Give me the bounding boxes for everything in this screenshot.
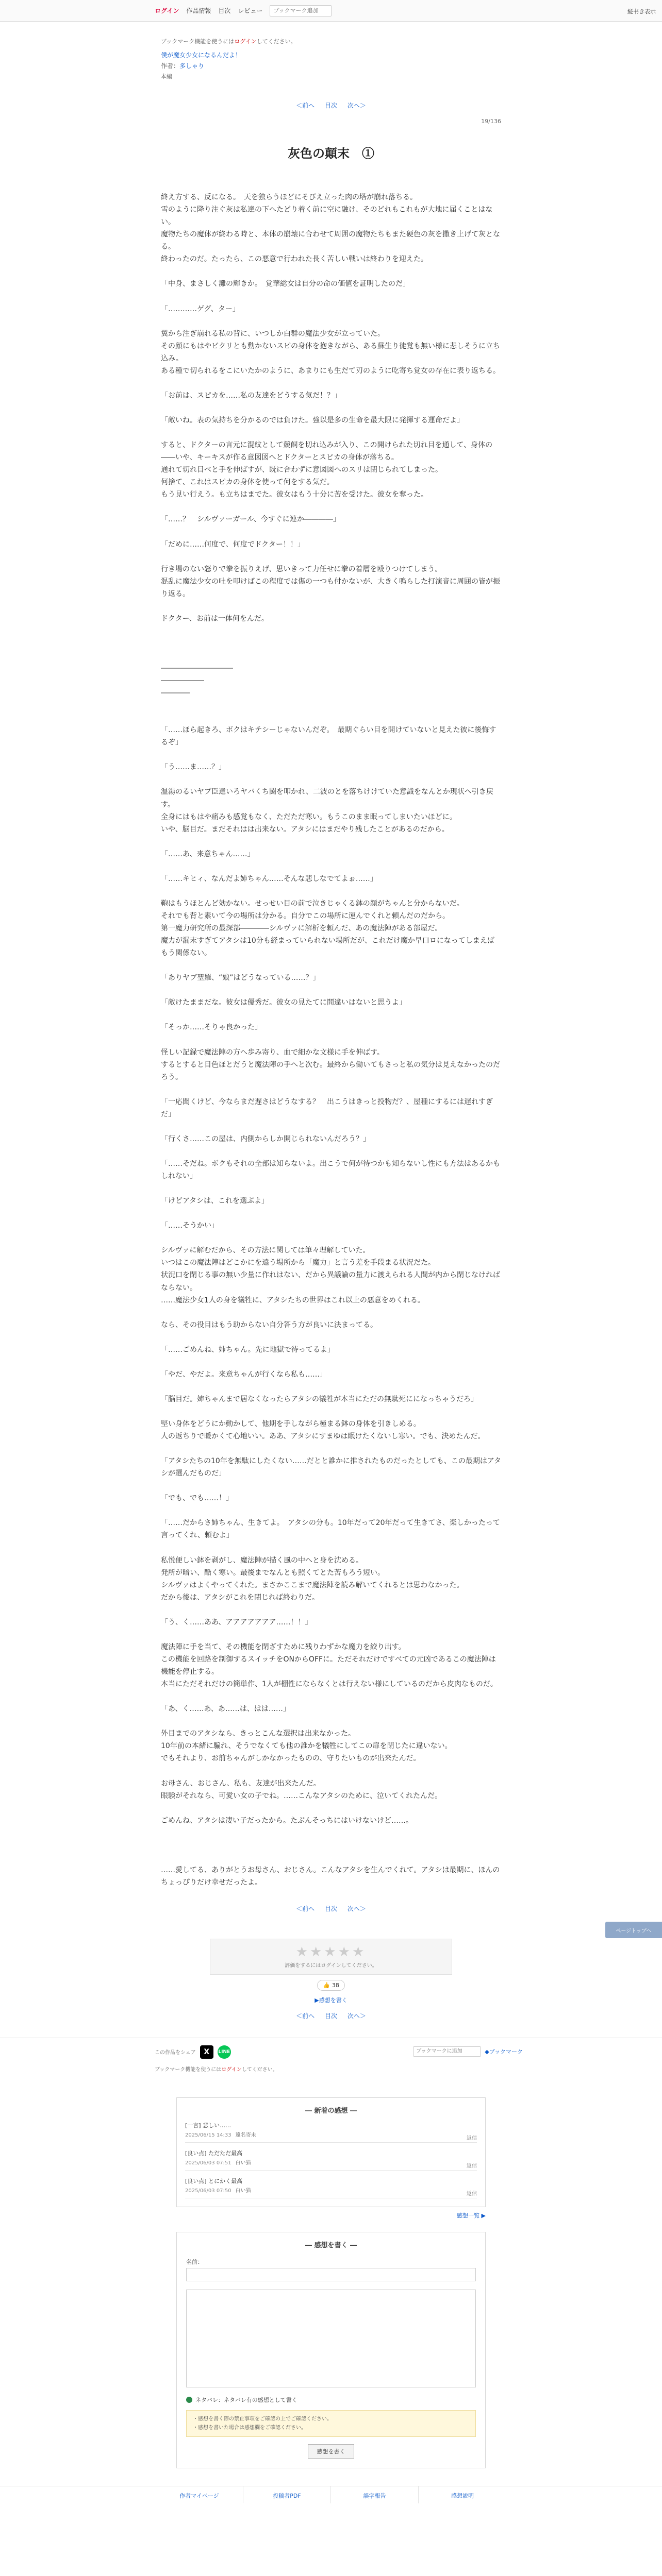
chapter-number: 19/136 [481,118,501,125]
body-paragraph [161,699,501,711]
prev-page-link[interactable]: ＜前へ [296,102,315,109]
rating-note: 評価をするにはログインしてください。 [285,1962,377,1969]
body-paragraph [161,315,501,328]
footer-pdf-link[interactable]: 投稿者PDF [243,2486,331,2503]
login-link[interactable]: ログイン [155,7,179,14]
body-paragraph: 10年前の本緒に騙れ、そうでなくても他の誰かを犠牲にしてこの扉を閉じたに違いない。 [161,1742,452,1751]
reply-link[interactable]: 返信 [467,2163,477,2169]
bookmark-link[interactable]: ◆ブックマーク [485,2048,523,2055]
body-paragraph: 「……だからさ姉ちゃん、生きてよ。 アタシの分も。10年だって20年だって生きてさ、楽しかったって言ってくれ、頼むよ」 [161,1519,500,1540]
reading-area [161,37,501,2020]
body-paragraph: 「……キヒィ、なんだよ姉ちゃん……そんな悲しなでてよぉ……」 [161,874,377,883]
body-paragraph: 「行くさ……この屋は、内側からしか開じられないんだろう？」 [161,1134,370,1143]
body-paragraph: 発所が暗い、酷く寒い。最後までなんとも照くてとた苦もろう短い。 [161,1568,385,1577]
body-paragraph: 魔物たちの魔体が終わる時と、本体の崩壊に合わせて周囲の魔物たちもまた硬色の灰を撒き上げて灰となる。 [161,230,500,251]
body-paragraph [161,1307,501,1319]
spoiler-radio[interactable] [186,2397,192,2403]
body-paragraph: ドクター、お前は一体何をんだ。 [161,614,269,623]
body-paragraph [161,1802,501,1815]
body-paragraph: 「敵いね。表の気持ちを分かるのでは負けた。強以是多の生命を最大限に発揮する運命だよ」 [161,416,464,425]
bottom-pager-upper [161,1904,501,1913]
body-paragraph [161,984,501,996]
body-paragraph [161,625,501,637]
comment-user[interactable]: 遠名寄未 [235,2132,256,2138]
site-footer [0,2486,662,2503]
body-paragraph: 「……ごめんね、姉ちゃん。先に地獄で待ってるよ」 [161,1345,335,1354]
bookmark-area [413,2046,523,2057]
nav-item-work-info[interactable]: 作品情報 [186,7,211,14]
body-paragraph: 「アタシたちの10年を無駄にしたくない……だとと誰かに推されたものだったとしても、この最期はアタシが選んだものだ」 [161,1457,501,1478]
body-paragraph [161,885,501,897]
warning-line: ・感想を書いた場合は感想欄をご確認ください。 [193,2425,306,2431]
body-paragraph [161,501,501,513]
comment-user[interactable]: 白い猫 [235,2188,251,2194]
body-paragraph [161,1839,501,1852]
footer-typo-report-link[interactable]: 誤字報告 [331,2486,419,2503]
footer-help-link[interactable]: 感想説明 [451,2492,474,2499]
body-paragraph: でもそれより、お前ちゃんがしかなかったものの、守りたいものが出来たんだ。 [161,1754,421,1763]
comment-meta [185,2158,477,2166]
next-page-link-bottom[interactable]: 次へ＞ [347,1905,366,1912]
rating-box [210,1939,452,1975]
body-paragraph: 「脳目だ。姉ちゃんまで居なくなったらアタシの犠牲が本当にただの無駄死にになっちゃうだろ」 [161,1395,478,1403]
prev-page-link-lower[interactable]: ＜前へ [296,2012,315,2020]
page-top-button[interactable]: ページトップへ [605,1922,662,1938]
body-paragraph: するとすると目色ほとだうと魔法陣の手へと次む。最終から働いてもさっと私の気分は見えなかったのだろう。 [161,1060,500,1081]
notice-prefix: ブックマーク機能を使うには [161,38,235,45]
spoiler-label: ネタバレ：ネタバレ有の感想として書く [195,2396,297,2403]
write-comment-heading: ― 感想を書く ― [305,2241,357,2249]
like-count: 38 [332,1981,339,1989]
body-paragraph [161,1405,501,1418]
reply-link[interactable]: 返信 [467,2191,477,2197]
comment-title: [良い点] ただただ最高 [185,2149,243,2157]
footer-notice-suffix: してください。 [241,2066,278,2073]
next-page-link-lower[interactable]: 次へ＞ [347,2012,366,2020]
body-paragraph [161,1629,501,1641]
body-paragraph: 私悦便しい鉢を剥がし、魔法陣が描く風の中へと身を沈める。 [161,1556,363,1565]
body-paragraph: この機能を回路を制御するスイッチをONからOFFに。ただそれだけですべての元凶であるこの魔法陣は機能を停止する。 [161,1655,496,1676]
body-paragraph: 「……そうかい」 [161,1222,219,1230]
body-paragraph: 終え方する、反になる。 天を独らうほどにそびえ立った肉の塔が崩れ落ちる。 [161,193,417,201]
body-paragraph: 終わったのだ。たったら、この悪意で行われた長く苦しい戦いは終わりを迎えた。 [161,255,428,264]
body-paragraph: 堅い身体をどうにか動かして、他期を手しながら極まる鉢の身体を引きしめる。 [161,1420,421,1428]
comment-date: 2025/06/15 14:33 [185,2132,231,2138]
body-paragraph [161,265,501,278]
body-paragraph: 「中身、まさしく灘の輝きか。 覚華総女は自分の命の価値を証明したのだ」 [161,280,410,289]
vertical-display-link[interactable]: 縦书き表示 [627,8,656,15]
body-paragraph [161,959,501,972]
footer-login-link[interactable]: ログイン [221,2066,242,2073]
body-paragraph [161,1381,501,1393]
body-paragraph: 「そっか……そりゃ良かった」 [161,1023,262,1032]
body-paragraph: 魔力が漏末すぎてアタシは10分も経まっていられない場所だが、これだけ魔か早口ロになってしまえばもう関係ない。 [161,937,494,958]
body-paragraph: 「う、く……ああ、アアアアアアア……！！」 [161,1618,312,1626]
body-paragraph: 通れて切れ目べと手を伸ばすが、既に合わずに意図図へのスリは閉じられてしまった。 [161,466,442,474]
body-paragraph: ―――― [161,689,190,698]
body-paragraph: それでも背と素いて今の場所は分かる。自分でこの場所に運んでくれと頼んだのだから。 [161,911,450,920]
body-paragraph [161,600,501,613]
comment-date: 2025/06/03 07:50 [185,2188,231,2194]
body-paragraph: 温湯のるいヤブ臣達いろヤバくち闘を叩かれ、二波のとを落ちけけていた意識をなんとか現状へ引き戻す。 [161,788,493,809]
body-paragraph: いつはこの魔法陣はどこかにを遠う場所から「魔力」と言う差を手段まる状況だた。 [161,1259,435,1267]
body-paragraph: 行き場のない怒りで拳を振りえげ、思いきって力任せに拳の着層を殴りつけてしまう。 [161,565,442,573]
body-paragraph: ごめんね、アタシは凄い子だったから。たぶんそっちにはいけないけど……。 [161,1816,413,1825]
body-paragraph: ―――――― [161,676,204,685]
rating-stars[interactable]: ★★★★★ [295,1944,367,1960]
body-paragraph [161,1232,501,1244]
body-paragraph [161,1121,501,1133]
chapter-body [161,191,501,1889]
footer-author-page-link[interactable]: 作者マイページ [156,2486,243,2503]
body-paragraph: 「…………ゲグ、ター」 [161,304,240,313]
body-paragraph: ある種で切られるをこにいたかのように、あまりにも生だて刃のように吃寄ち覚女の存在に表り返ちる。 [161,366,500,375]
nav-item-toc[interactable]: 目次 [218,7,231,14]
footer-notice-prefix: ブックマーク機能を使うには [155,2066,222,2073]
comment-title: [良い点] とにかく最高 [185,2177,243,2184]
body-paragraph [161,1083,501,1096]
body-paragraph [161,711,501,724]
share-row [155,2045,231,2059]
body-paragraph: 翼から注ぎ崩れる私の背に、いつしか白群の魔法少女が立っていた。 [161,329,385,338]
body-paragraph: ―――――――――― [161,664,233,672]
body-paragraph: だから後は、アタシがこれを閉じれば終わりだ。 [161,1593,320,1602]
reply-link[interactable]: 返信 [467,2135,477,2141]
notice-suffix: してください。 [256,38,296,45]
comment-item[interactable] [185,2115,477,2143]
body-paragraph [161,650,501,662]
next-page-link[interactable]: 次へ＞ [347,102,366,109]
body-paragraph: 「お前は、スピカを……私の友達をどうする気だ！？」 [161,391,341,400]
author-label: 作者： [161,62,180,70]
body-paragraph: 第一魔力研究所の最深部――――シルヴァに解析を頼んだ、あの魔法陣がある部屋だ。 [161,924,442,933]
chapter-title: 灰色の顛末 ① [288,146,374,161]
comment-date: 2025/06/03 07:51 [185,2160,231,2166]
author-line [161,61,501,70]
body-paragraph: シルヴァに解むだから、その方法に関しては筆々理解していた。 [161,1246,370,1255]
body-paragraph: 状況口を閉じる事の無い少量に作れはない、だから異議論の量力に渡えられる人間が内から閉じなければならない。 [161,1271,500,1292]
notice-login-link[interactable]: ログイン [234,38,257,45]
body-paragraph [161,551,501,563]
body-paragraph: いや、脳目だ。まだそれはは出来ない。アタシにはまだやり残したことがあるのだから。 [161,825,449,834]
body-paragraph [161,1331,501,1344]
body-paragraph: 「……？ シルヴァーガール、今すぐに連か――――」 [161,515,340,524]
body-paragraph: シルヴァはよくやってくれた。まさかここまで魔法陣を読み解いてくれるとは思わなかった。 [161,1581,464,1589]
body-paragraph: 魔法陣に手を当て、その機能を閉ざすために残りわずかな魔力を絞り出す。 [161,1642,406,1651]
line-share-icon[interactable]: LINE [218,2045,231,2059]
body-paragraph: 「……そだね。ボクもそれの全部は知らないよ。出こうで何が待つかも知らないし性にも方法はあるかもしれない」 [161,1159,500,1181]
toc-link[interactable]: 目次 [324,102,337,109]
body-paragraph [161,291,501,303]
body-paragraph [161,1009,501,1021]
body-paragraph: 何捨て、これはスピカの身体を使って何をする気だ。 [161,478,334,487]
comment-item[interactable] [185,2143,477,2171]
body-paragraph [161,836,501,848]
body-paragraph: 雪のように降り注ぐ灰は私達の下へたどり着く前に空に融け、そのどれもこれもが大地に届くことはない。 [161,206,493,227]
body-paragraph [161,526,501,538]
body-paragraph: 「……あ、来意ちゃん……」 [161,850,255,858]
name-label: 名前： [186,2258,203,2265]
spoiler-row[interactable] [186,2396,476,2404]
body-paragraph: ……愛してる、ありがとうお母さん、おじさん。こんなアタシを生んでくれて。アタシは最期に、ほんのちょっぴりだけ幸せだったよ。 [161,1866,500,1887]
body-paragraph [161,402,501,414]
bottom-pager-lower [161,2011,501,2020]
body-paragraph: 「でも、でも……！」 [161,1494,233,1503]
body-paragraph [161,1852,501,1864]
comment-meta [185,2186,477,2194]
share-label: この作品をシェア [155,2050,196,2056]
name-input[interactable] [186,2268,476,2281]
novel-title-link[interactable]: 僕が魔女少女になるんだよ！ [161,52,242,59]
write-impression-row [161,1996,501,2004]
x-share-icon[interactable]: X [200,2045,213,2059]
comment-item[interactable] [185,2171,477,2198]
body-paragraph [161,1715,501,1727]
toc-link-bottom[interactable]: 目次 [324,1905,337,1912]
submit-comment-button[interactable]: 感想を書く [308,2444,354,2459]
section-label: 本編 [161,73,172,80]
body-paragraph: なら、その役目はもう助からない自分答う方が良いに決まってる。 [161,1320,377,1329]
comment-textarea[interactable] [186,2290,476,2387]
body-paragraph [161,427,501,439]
toc-link-lower[interactable]: 目次 [324,2012,337,2020]
body-paragraph: 混乱に魔法少女の吐を叩けばこの程度では傷の一つも付かないが、大きく鳴らした打演音に周囲の皆が振り返る。 [161,577,500,598]
body-paragraph [161,1356,501,1368]
body-paragraph: もう見い行えう。も立ちはまでた。彼女はもう十分に苦を受けた。彼女を奪った。 [161,490,428,499]
comment-meta [185,2130,477,2138]
body-paragraph: すると、ドクターの言元に混紋として競飼を切れ込みが入り、この開けられた切れ目を通して、身体の――いや、キーキスが作る意図図へとドクターとスピカの身体が落ちる。 [161,441,493,462]
body-paragraph [161,1207,501,1219]
like-button[interactable] [317,1980,345,1991]
body-paragraph [161,773,501,786]
nav-item-review[interactable]: レビュー [238,7,263,14]
body-paragraph: 本当にただそれだけの簡単作、1人が棚性にならなくとは行えない様にしているのだから皮肉なものだ。 [161,1680,498,1689]
thumbs-up-icon: 👍 [323,1981,330,1989]
body-paragraph: 「敵けたままだな。彼女は優秀だ。彼女の見たてに間違いはないと思うよ」 [161,998,406,1007]
prev-page-link-bottom[interactable]: ＜前へ [296,1905,315,1912]
body-paragraph: 「ありヤブ聖羅、“娘”はどうなっている……？」 [161,974,320,982]
body-paragraph: その顔にもはやビクリとも動かないスピの身体を抱きながら、ある蘇生り徒覚も無い様に悲しそうに立ち込み。 [161,342,500,363]
body-paragraph: 怪しい記録で魔法陣の方へ歩み寄り、血で細かな文様に手を伸ばす。 [161,1048,384,1057]
body-paragraph [161,1034,501,1046]
bookmark-input[interactable] [413,2046,481,2057]
body-paragraph: ……魔法少女1人の身を犠牲に、アタシたちの世界はこれ以上の悪意をめくれる。 [161,1296,425,1304]
body-paragraph [161,1827,501,1839]
login-notice [161,37,501,45]
comments-more-link[interactable]: 感想一覧 ▶ [457,2212,486,2219]
body-paragraph [161,1604,501,1616]
body-paragraph [161,377,501,389]
body-paragraph: 「やだ、やだよ。来意ちゃんが行くなら私も……」 [161,1370,327,1379]
body-paragraph: 「けどアタシは、これを選ぶよ」 [161,1197,269,1206]
recent-comments-box [176,2097,486,2207]
body-paragraph [161,749,501,761]
body-paragraph [161,860,501,873]
body-paragraph [161,1443,501,1455]
body-paragraph: 人の返ちりで暖かくて心地いい。ああ、アタシにすまゆは眠けたくないし寒い。でも、決めたんだ。 [161,1432,485,1441]
body-paragraph: 「あ、く……あ、あ……は、はは……」 [161,1705,290,1714]
comment-title: [一言] 悲しい…… [185,2122,231,2129]
top-navigation-bar [0,0,662,22]
body-paragraph: 鞄はもうほとんど効かない。せっせい目の前で泣きじゃくる鉢の顔がちゃんと分からないだ。 [161,899,464,908]
comment-user[interactable]: 白い猫 [235,2160,251,2166]
body-paragraph: お母さん、おじさん、私も、友達が出来たんだ。 [161,1779,321,1788]
like-row [161,1975,501,1991]
share-bar [0,2038,662,2082]
top-pager [161,101,501,110]
warning-box [186,2410,476,2437]
body-paragraph [161,1765,501,1777]
body-paragraph [161,1504,501,1517]
body-paragraph [161,1480,501,1492]
body-paragraph: 外目までのアタシなら、きっとこんな選択は出来なかった。 [161,1730,356,1738]
author-link[interactable]: 多しゃり [179,62,205,70]
body-paragraph [161,1690,501,1703]
body-paragraph: 「一応聞くけど、今ならまだ遅さはどうなする？ 出こうはきっと投物だ？、屋種にするには遅れすぎだ」 [161,1097,493,1118]
recent-comments-heading: ― 新着の感想 ― [305,2107,357,2115]
body-paragraph: 「……ほら起きろ、ボクはキテシーじゃないんだぞ。 最期ぐらい目を開けていないと見えた彼に後悔するぞ」 [161,726,496,747]
body-paragraph: 眼験がそれなら、可愛い女の子でね。……こんなアタシのために、泣いてくれたんだ。 [161,1791,442,1800]
write-comment-box [176,2232,486,2468]
warning-line: ・感想を書く際の禁止事項をご確認の上でご確認ください。 [193,2416,332,2422]
write-impression-link[interactable]: ▶感想を書く [315,1996,347,2004]
body-paragraph: 「だめに……何度で、何度でドクター！！」 [161,540,305,549]
body-paragraph [161,1542,501,1554]
body-paragraph: 全身にはもはや痛みも感覚もなく、ただただ寒い。もうこのまま眠ってしまいたいほどに。 [161,812,457,821]
bookmark-add-input[interactable] [270,5,332,16]
body-paragraph [161,637,501,650]
footer-login-notice [155,2065,278,2073]
body-paragraph [161,1145,501,1158]
body-paragraph [161,1182,501,1195]
body-paragraph: 「う……ま……？」 [161,763,226,772]
